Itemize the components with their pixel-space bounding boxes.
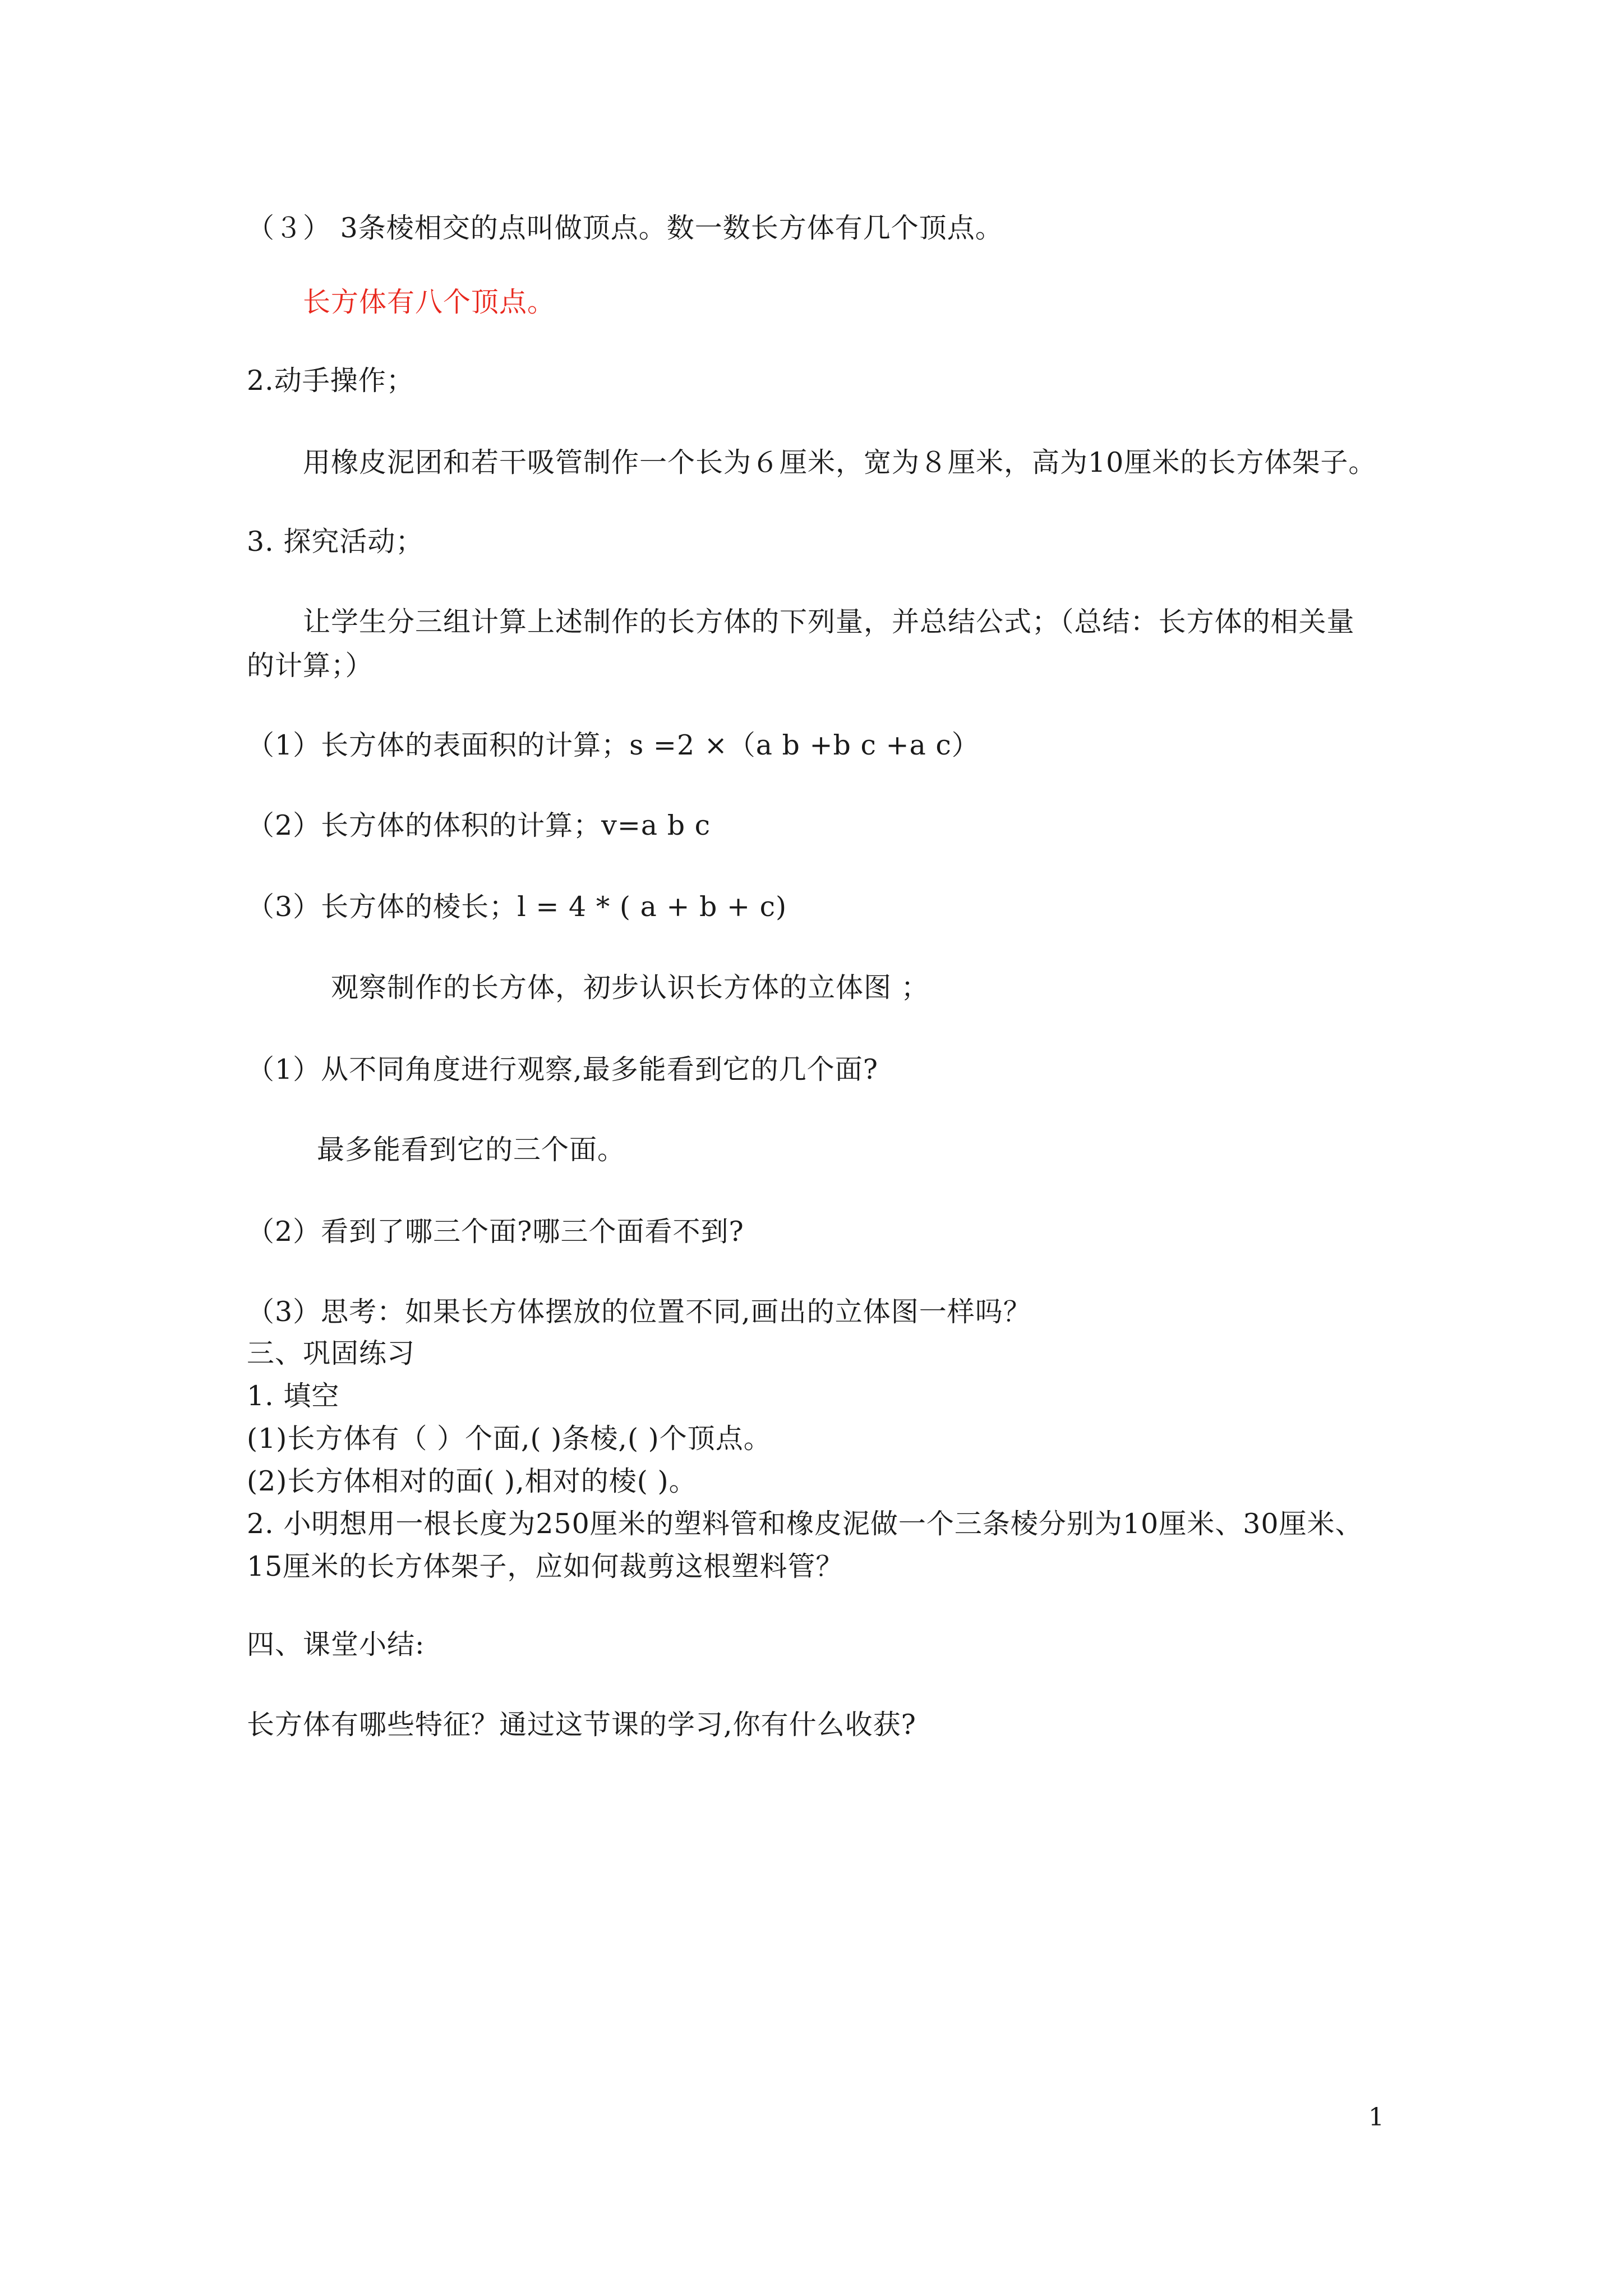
section-hands-on: 2.动手操作； bbox=[247, 365, 414, 397]
text-line-vertex-question: （３） 3条棱相交的点叫做顶点。数一数长方体有几个顶点。 bbox=[247, 212, 1003, 244]
practice-problem-2: 2. 小明想用一根长度为250厘米的塑料管和橡皮泥做一个三条棱分别为10厘米、30厘米、 bbox=[247, 1508, 1363, 1540]
practice-fill-1: (1)长方体有（ ）个面,( )条棱,( )个顶点。 bbox=[247, 1423, 772, 1455]
formula-volume: （2）长方体的体积的计算；v=a b c bbox=[247, 809, 711, 841]
practice-fill-2: (2)长方体相对的面( ),相对的棱( )。 bbox=[247, 1465, 697, 1497]
section-summary: 四、课堂小结: bbox=[247, 1628, 425, 1660]
question-think-position: （3）思考：如果长方体摆放的位置不同,画出的立体图一样吗？ bbox=[247, 1296, 1031, 1328]
page-number: 1 bbox=[1368, 2103, 1384, 2132]
summary-question: 长方体有哪些特征？通过这节课的学习,你有什么收获? bbox=[247, 1709, 916, 1741]
answer-vertex-count: 长方体有八个顶点。 bbox=[303, 286, 556, 318]
section-practice: 三、巩固练习 bbox=[247, 1337, 416, 1369]
question-which-faces: （2）看到了哪三个面?哪三个面看不到? bbox=[247, 1216, 744, 1248]
question-faces-visible: （1）从不同角度进行观察,最多能看到它的几个面? bbox=[247, 1053, 879, 1085]
text-line-group-calc-cont: 的计算；） bbox=[247, 650, 374, 682]
text-line-make-frame: 用橡皮泥团和若干吸管制作一个长为６厘米，宽为８厘米，高为10厘米的长方体架子。 bbox=[303, 447, 1377, 478]
section-explore: 3. 探究活动； bbox=[247, 526, 424, 558]
text-line-group-calc: 让学生分三组计算上述制作的长方体的下列量，并总结公式；（总结：长方体的相关量 bbox=[303, 606, 1355, 638]
answer-faces-visible: 最多能看到它的三个面。 bbox=[317, 1134, 626, 1166]
text-line-observe: 观察制作的长方体，初步认识长方体的立体图 ； bbox=[331, 972, 929, 1004]
formula-edge-length: （3）长方体的棱长；l = 4 * ( a + b + c) bbox=[247, 891, 787, 923]
formula-surface-area: （1）长方体的表面积的计算；s =2 ×（a b +b c +a c） bbox=[247, 729, 980, 761]
practice-problem-2-cont: 15厘米的长方体架子，应如何裁剪这根塑料管？ bbox=[247, 1550, 844, 1582]
practice-fill-blank: 1. 填空 bbox=[247, 1380, 340, 1412]
